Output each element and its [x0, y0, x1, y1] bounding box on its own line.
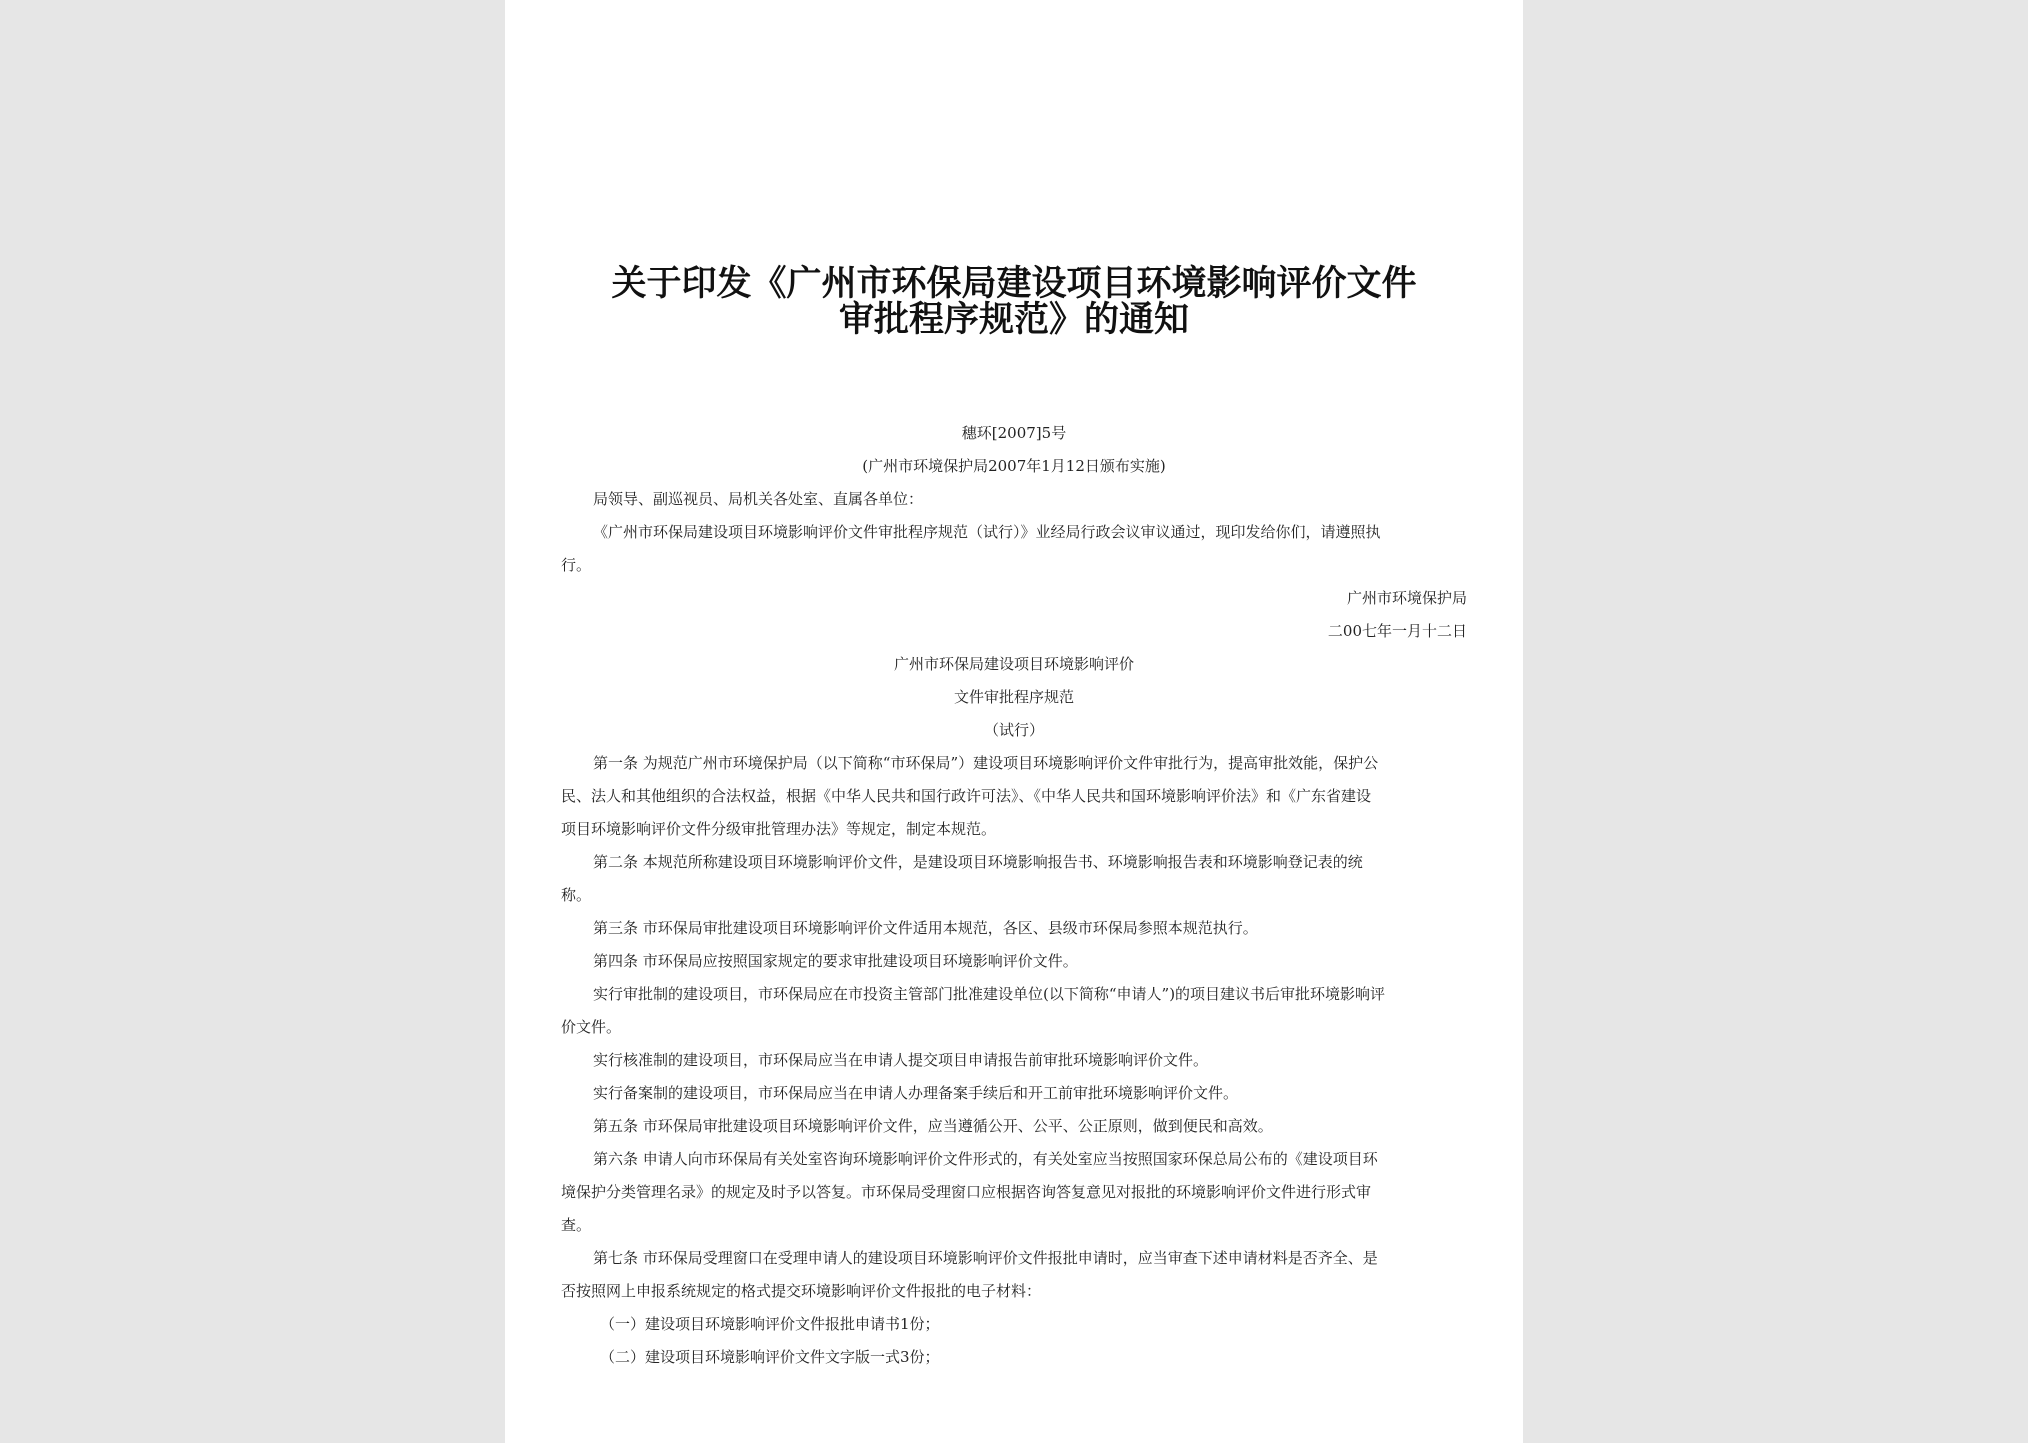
document-page [505, 0, 1523, 1443]
body-line: 第四条 市环保局应按照国家规定的要求审批建设项目环境影响评价文件。 [593, 952, 1078, 970]
sub-title-line-3: （试行） [983, 721, 1044, 739]
body-line: 查。 [561, 1216, 592, 1234]
body-line: 第六条 申请人向市环保局有关处室咨询环境影响评价文件形式的，有关处室应当按照国家环保总局公布的《建设项目环 [593, 1150, 1378, 1168]
intro-line-2: 行。 [561, 556, 592, 574]
document-number: 穗环[2007]5号 [961, 424, 1067, 442]
body-line: 称。 [561, 886, 592, 904]
sub-title-line-2: 文件审批程序规范 [953, 688, 1074, 706]
document-title-line-1: 关于印发《广州市环保局建设项目环境影响评价文件 [611, 264, 1417, 304]
salutation: 局领导、副巡视员、局机关各处室、直属各单位： [593, 490, 924, 508]
body-line: 价文件。 [561, 1018, 622, 1036]
signature-date: 二00七年一月十二日 [1327, 622, 1467, 640]
body-line: （一）建设项目环境影响评价文件报批申请书1份； [600, 1315, 940, 1333]
body-line: 实行审批制的建设项目，市环保局应在市投资主管部门批准建设单位(以下简称“申请人”)的项目建议书后审批环境影响评 [593, 985, 1386, 1003]
body-line: 民、法人和其他组织的合法权益，根据《中华人民共和国行政许可法》、《中华人民共和国环境影响评价法》和《广东省建设 [561, 787, 1372, 805]
document-title-line-2: 审批程序规范》的通知 [838, 300, 1189, 340]
body-line: 项目环境影响评价文件分级审批管理办法》等规定，制定本规范。 [561, 820, 997, 838]
body-line: 第二条 本规范所称建设项目环境影响评价文件，是建设项目环境影响报告书、环境影响报告表和环境影响登记表的统 [593, 853, 1363, 871]
sub-title-line-1: 广州市环保局建设项目环境影响评价 [893, 655, 1134, 673]
body-line: 境保护分类管理名录》的规定及时予以答复。市环保局受理窗口应根据咨询答复意见对报批的环境影响评价文件进行形式审 [561, 1183, 1372, 1201]
signature-org: 广州市环境保护局 [1346, 589, 1467, 607]
body-line: 第五条 市环保局审批建设项目环境影响评价文件，应当遵循公开、公平、公正原则，做到便民和高效。 [593, 1117, 1273, 1135]
body-line: 第七条 市环保局受理窗口在受理申请人的建设项目环境影响评价文件报批申请时，应当审查下述申请材料是否齐全、是 [593, 1249, 1378, 1267]
body-line: 第三条 市环保局审批建设项目环境影响评价文件适用本规范，各区、县级市环保局参照本规范执行。 [593, 919, 1258, 937]
body-line: 实行备案制的建设项目，市环保局应当在申请人办理备案手续后和开工前审批环境影响评价文件。 [593, 1084, 1239, 1102]
issue-note: (广州市环境保护局2007年1月12日颁布实施) [862, 457, 1166, 475]
body-line: 第一条 为规范广州市环境保护局（以下简称“市环保局”）建设项目环境影响评价文件审批行为，提高审批效能，保护公 [593, 754, 1379, 772]
intro-line-1: 《广州市环保局建设项目环境影响评价文件审批程序规范（试行）》业经局行政会议审议通过，现印发给你们，请遵照执 [593, 523, 1381, 541]
body-line: 否按照网上申报系统规定的格式提交环境影响评价文件报批的电子材料： [561, 1282, 1042, 1300]
body-line: （二）建设项目环境影响评价文件文字版一式3份； [600, 1348, 940, 1366]
body-line: 实行核准制的建设项目，市环保局应当在申请人提交项目申请报告前审批环境影响评价文件。 [593, 1051, 1209, 1069]
